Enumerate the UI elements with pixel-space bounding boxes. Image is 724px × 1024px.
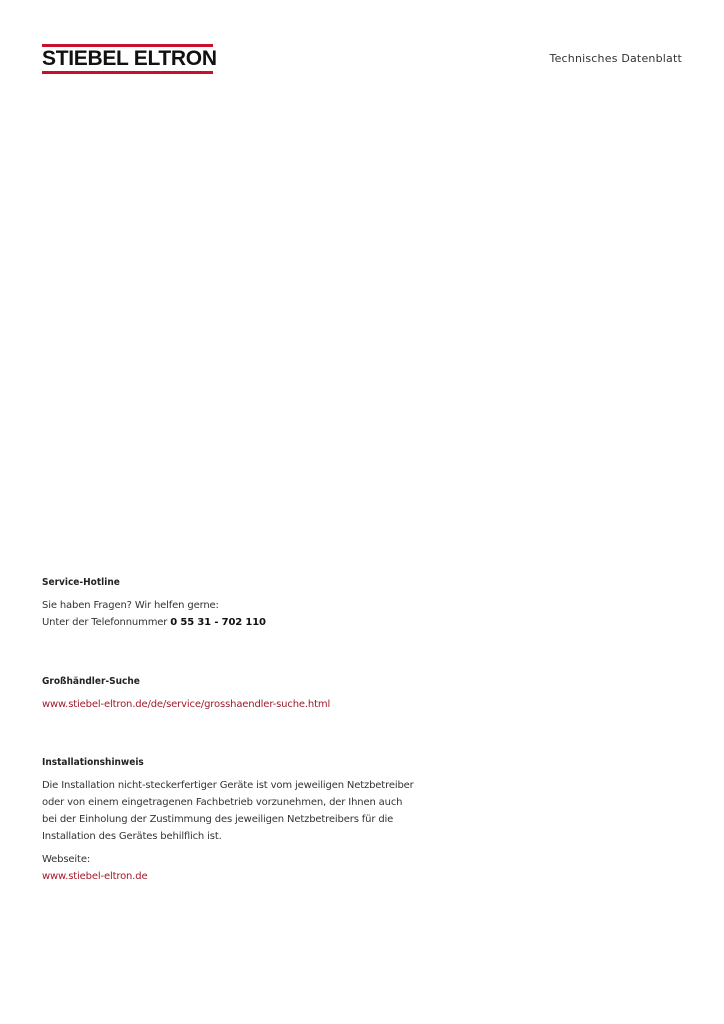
service-hotline-heading: Service-Hotline [42,577,120,588]
hotline-phone-number: 0 55 31 - 702 110 [170,617,266,628]
dealer-search-heading: Großhändler-Suche [42,676,140,687]
installation-section [42,756,422,885]
logo-text: STIEBEL ELTRON [42,47,217,70]
dealer-search-section [42,675,422,713]
dealer-search-link[interactable]: www.stiebel-eltron.de/de/service/grosshaendler-suche.html [42,699,331,710]
website-label: Webseite: [42,854,91,865]
document-type: Technisches Datenblatt [549,52,682,65]
installation-text-line: Die Installation nicht-steckerfertiger Geräte ist vom jeweiligen Netzbetreiber [42,780,414,791]
installation-text-line: Installation des Gerätes behilflich ist. [42,831,222,842]
installation-text-line: bei der Einholung der Zustimmung des jeweiligen Netzbetreibers für die [42,814,394,825]
brand-logo [42,44,217,74]
hotline-phone-prefix: Unter der Telefonnummer [42,617,171,628]
hotline-intro: Sie haben Fragen? Wir helfen gerne: [42,600,219,611]
installation-heading: Installationshinweis [42,757,144,768]
hotline-phone-line [42,614,422,631]
website-link[interactable]: www.stiebel-eltron.de [42,871,148,882]
logo-bottom-bar [42,71,213,74]
installation-text-line: oder von einem eingetragenen Fachbetrieb vorzunehmen, der Ihnen auch [42,797,403,808]
service-hotline-section [42,576,422,631]
